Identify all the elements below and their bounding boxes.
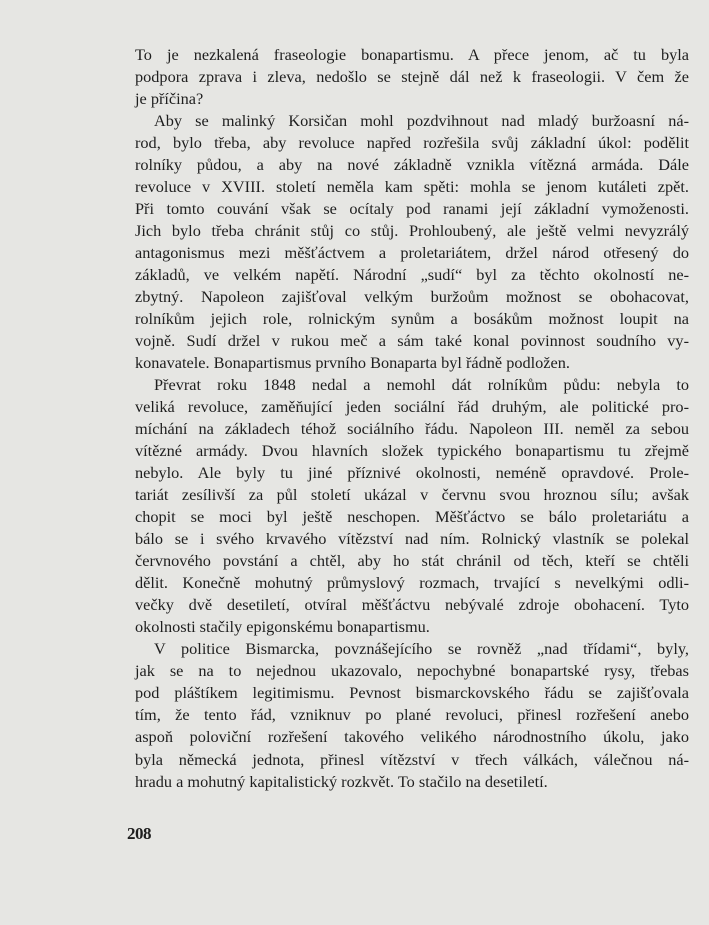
- text-line: revoluce v XVIII. století neměla kam spěti: mohla se jenom kutáleti zpět.: [135, 177, 689, 197]
- text-line: konavatele. Bonapartismus prvního Bonaparta byl řádně podložen.: [135, 353, 570, 373]
- text-line: veliká revoluce, zaměňující jeden sociální řád druhým, ale politické pro-: [135, 397, 689, 417]
- text-line: V politice Bismarcka, povznášejícího se rovněž „nad třídami“, byly,: [154, 639, 689, 659]
- text-line: chopit se moci byl ještě neschopen. Měšťáctvo se bálo proletariátu a: [135, 507, 689, 527]
- text-line: byla německá jednota, přinesl vítězství v třech válkách, válečnou ná-: [135, 749, 689, 769]
- text-line: podpora zprava i zleva, nedošlo se stejně dál než k fraseologii. V čem že: [135, 67, 689, 87]
- text-line: aspoň poloviční rozřešení takového velikého národnostního úkolu, jako: [135, 727, 689, 747]
- text-line: dělit. Konečně mohutný průmyslový rozmach, trvající s nevelkými odli-: [135, 573, 689, 593]
- text-line: rolníky půdou, a aby na nové základně vznikla vítězná armáda. Dále: [135, 155, 689, 175]
- paragraph: [135, 110, 689, 374]
- text-line: hradu a mohutný kapitalistický rozkvět. To stačilo na desetiletí.: [135, 771, 548, 791]
- text-line: rod, bylo třeba, aby revoluce napřed rozřešila svůj základní úkol: podělit: [135, 133, 689, 153]
- paragraph: [135, 638, 689, 792]
- text-line: Převrat roku 1848 nedal a nemohl dát rolníkům půdu: nebyla to: [154, 375, 689, 395]
- text-line: červnového povstání a chtěl, aby ho stát chránil od těch, kteří se chtěli: [135, 551, 689, 571]
- text-line: To je nezkalená fraseologie bonapartismu. A přece jenom, ač tu byla: [135, 45, 689, 64]
- text-line: základů, ve velkém napětí. Národní „sudí“ byl za těchto okolností ne-: [135, 265, 689, 285]
- text-line: míchání na základech téhož sociálního řádu. Napoleon III. neměl za sebou: [135, 419, 689, 439]
- text-line: vojně. Sudí držel v rukou meč a sám také konal povinnost soudního vy-: [135, 331, 689, 351]
- text-line: je příčina?: [135, 89, 204, 109]
- text-line: bálo se i svého krvavého vítězství nad ním. Rolnický vlastník se polekal: [135, 529, 689, 549]
- text-line: Jich bylo třeba chránit stůj co stůj. Prohloubený, ale ještě velmi nevyzrálý: [135, 221, 689, 241]
- text-line: antagonismus mezi měšťáctvem a proletariátem, držel národ otřesený do: [135, 243, 689, 263]
- text-line: vítězné armády. Dvou hlavních složek typického bonapartismu tu zřejmě: [135, 441, 689, 461]
- text-line: Při tomto couvání však se ocítaly pod ranami její základní vymoženosti.: [135, 199, 689, 219]
- text-line: nebylo. Ale byly tu jiné příznivé okolnosti, neméně opravdové. Prole-: [135, 463, 689, 483]
- text-line: pod pláštíkem legitimismu. Pevnost bismarckovského řádu se zajišťovala: [135, 683, 689, 703]
- text-line: okolnosti stačily epigonskému bonapartismu.: [135, 617, 430, 637]
- text-line: Aby se malinký Korsičan mohl pozdvihnout nad mladý buržoasní ná-: [154, 111, 689, 131]
- text-line: tariát zesílivší za půl století ukázal v červnu svou hroznou sílu; avšak: [135, 485, 689, 505]
- text-line: večky dvě desetiletí, otvíral měšťáctvu nebývalé zdroje obohacení. Tyto: [135, 595, 689, 615]
- text-line: rolníkům jejich role, rolnickým synům a bosákům možnost loupit na: [135, 309, 689, 329]
- text-line: jak se na to nejednou ukazovalo, nepochybné bonapartské rysy, třebas: [135, 661, 689, 681]
- text-line: tím, že tento řád, vzniknuv po plané revoluci, přinesl rozřešení anebo: [135, 705, 689, 725]
- body-text: [135, 44, 689, 793]
- paragraph: [135, 374, 689, 638]
- paragraph: [135, 44, 689, 110]
- text-line: zbytný. Napoleon zajišťoval velkým buržoům možnost se obohacovat,: [135, 287, 689, 307]
- page-number: 208: [127, 824, 151, 843]
